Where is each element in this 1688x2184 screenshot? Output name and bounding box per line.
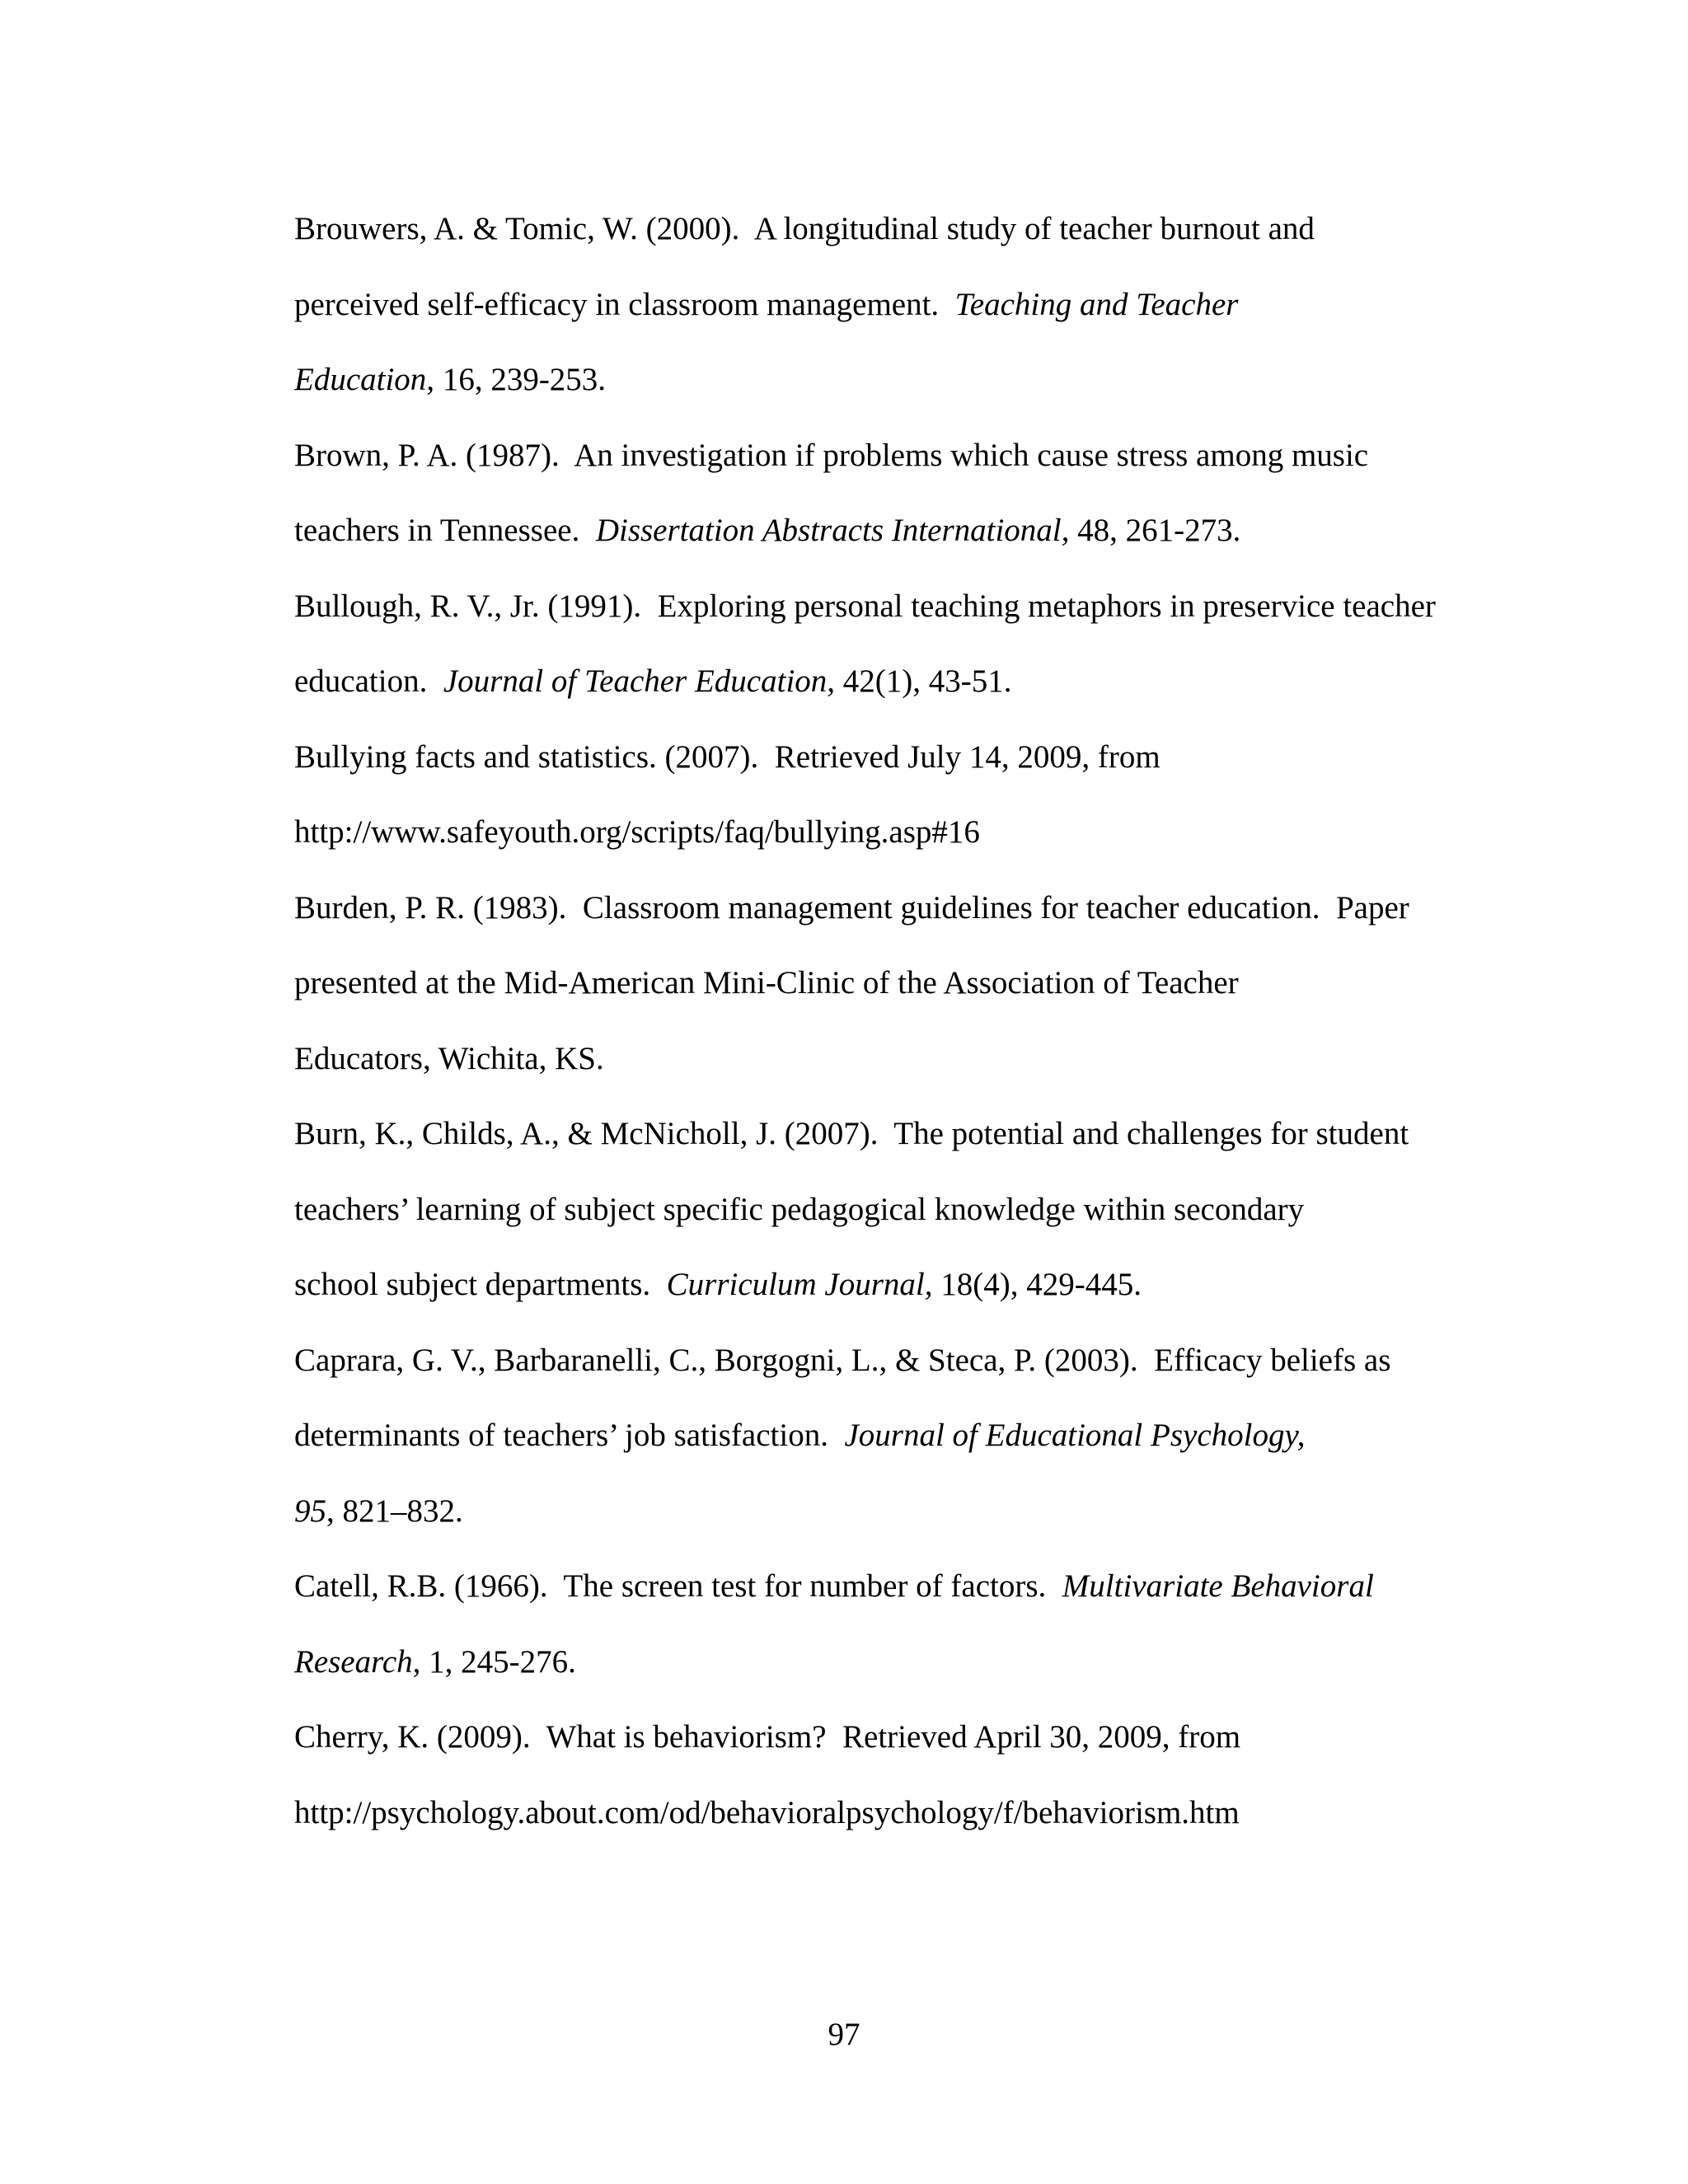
reference-entry [294,569,1481,719]
reference-italic-text: Research [294,1643,413,1680]
reference-line [294,267,1481,343]
reference-text: Bullough, R. V., Jr. (1991). Exploring personal teaching metaphors in preservice teacher [294,588,1436,624]
reference-text: , 821–832. [326,1493,463,1529]
reference-italic-text: Curriculum Journal, [666,1267,933,1302]
reference-line [294,794,1481,870]
reference-line [294,191,1481,267]
reference-line [294,870,1481,946]
reference-text: teachers’ learning of subject specific pedagogical knowledge within secondary [294,1191,1305,1227]
reference-text: Burn, K., Childs, A., & McNicholl, J. (2007). The potential and challenges for student [294,1116,1409,1151]
reference-list [294,191,1481,1850]
reference-line [294,719,1481,795]
reference-line [294,1549,1481,1624]
reference-text: Educators, Wichita, KS. [294,1040,604,1076]
reference-text: , 1, 245-276. [412,1643,576,1680]
reference-italic-text: Journal of Educational Psychology, [844,1418,1306,1453]
reference-italic-text: 95 [294,1493,326,1529]
reference-text: Burden, P. R. (1983). Classroom management guidelines for teacher education. Paper [294,889,1409,926]
reference-text: 16, 239-253. [434,362,607,397]
reference-text: Brouwers, A. & Tomic, W. (2000). A longitudinal study of teacher burnout and [294,211,1315,246]
reference-text: 48, 261-273. [1069,513,1241,548]
reference-text: education. [294,663,443,699]
reference-line [294,1172,1481,1248]
reference-text: Cherry, K. (2009). What is behaviorism? Retrieved April 30, 2009, from [294,1719,1241,1755]
reference-entry [294,418,1481,569]
reference-line [294,945,1481,1021]
reference-line [294,1323,1481,1399]
reference-text: Catell, R.B. (1966). The screen test for number of factors. [294,1568,1062,1604]
reference-entry [294,870,1481,1097]
reference-text: Brown, P. A. (1987). An investigation if problems which cause stress among music [294,437,1369,473]
reference-line [294,644,1481,719]
reference-line [294,1699,1481,1775]
reference-text: http://www.safeyouth.org/scripts/faq/bullying.asp#16 [294,814,980,850]
reference-entry [294,1096,1481,1323]
reference-entry [294,191,1481,418]
reference-line [294,418,1481,494]
reference-italic-text: Teaching and Teacher [954,286,1239,322]
reference-line [294,493,1481,569]
reference-text: http://psychology.about.com/od/behavioralpsychology/f/behaviorism.htm [294,1794,1240,1830]
reference-line [294,1398,1481,1474]
reference-text: 18(4), 429-445. [932,1267,1142,1302]
page-number: 97 [828,2017,860,2052]
reference-text: presented at the Mid-American Mini-Clinic of the Association of Teacher [294,965,1239,1001]
reference-line [294,1021,1481,1097]
reference-italic-text: Multivariate Behavioral [1062,1568,1374,1604]
reference-entry [294,719,1481,870]
reference-italic-text: Dissertation Abstracts International, [595,513,1070,548]
reference-text: Bullying facts and statistics. (2007). Retrieved July 14, 2009, from [294,738,1160,775]
reference-italic-text: Journal of Teacher Education, [443,663,836,699]
reference-text: school subject departments. [294,1267,667,1302]
reference-line [294,1624,1481,1700]
reference-entry [294,1323,1481,1549]
reference-line [294,342,1481,418]
reference-entry [294,1549,1481,1699]
reference-entry [294,1699,1481,1850]
reference-text: teachers in Tennessee. [294,513,596,548]
reference-line [294,569,1481,644]
reference-text: determinants of teachers’ job satisfaction. [294,1418,845,1453]
reference-text: Caprara, G. V., Barbaranelli, C., Borgogni, L., & Steca, P. (2003). Efficacy beliefs as [294,1342,1391,1378]
reference-line [294,1096,1481,1172]
reference-line [294,1474,1481,1549]
reference-line [294,1247,1481,1323]
reference-line [294,1775,1481,1851]
reference-text: perceived self-efficacy in classroom management. [294,286,955,322]
reference-italic-text: Education, [294,362,435,397]
reference-text: 42(1), 43-51. [835,663,1012,699]
